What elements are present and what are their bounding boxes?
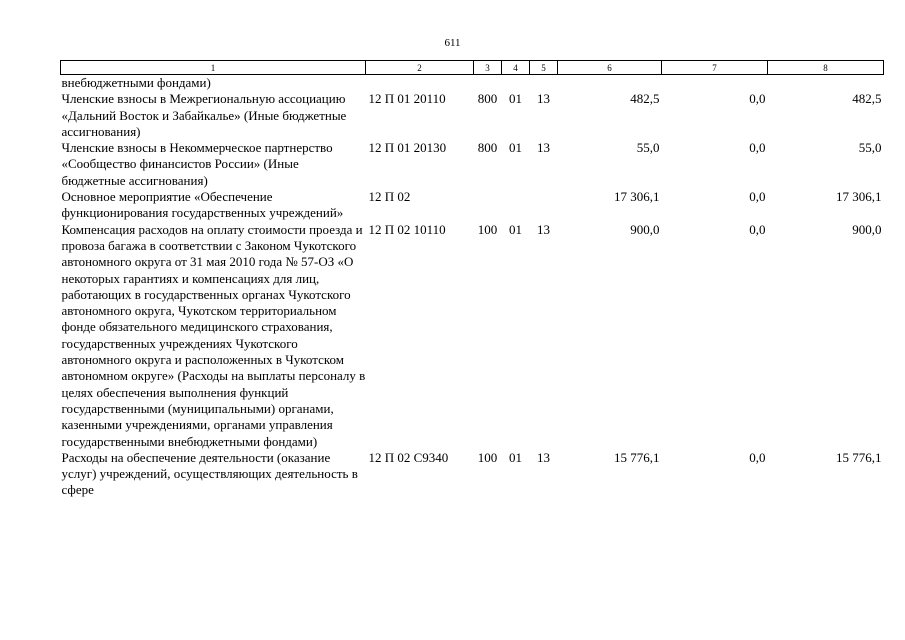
row-name: Основное мероприятие «Обеспечение функционирования государственных учреждений» [61,189,344,221]
row-pr-code: 13 [537,449,550,465]
row-value-6: 17 306,1 [614,189,660,205]
row-value-8: 900,0 [852,221,882,237]
row-pr-code [530,75,558,92]
row-value-6 [558,75,662,92]
row-rz-code: 01 [509,221,522,237]
row-value-8 [768,75,884,92]
row-value-8: 15 776,1 [836,449,882,465]
table-row [61,140,884,189]
column-header: 3 [474,61,502,75]
table-header-row [61,61,884,75]
column-header: 6 [558,61,662,75]
row-vr-code: 800 [477,140,498,156]
row-vr-code: 800 [477,91,498,107]
row-value-7: 0,0 [749,221,766,237]
column-header: 7 [662,61,768,75]
table-row [61,450,884,499]
row-name: Компенсация расходов на оплату стоимости проезда и провоза багажа в соответствии с Законом Чукотского автономного округа от 31 мая 2010 года № 57-ОЗ «О некоторых гарантиях и компенсациях для лиц, работающих в государственных органах Чукотского автономного округа, Чукотском территориальном фонде обязательного медицинского страхования, государственных учреждениях Чукотского автономного округа и расположенных в Чукотском автономном округе» (Расходы на выплаты персоналу в целях обеспечения выполнения функций государственными (муниципальными) органами, казенными учреждениями, органами управления государственными внебюджетными фондами) [61,221,366,449]
row-name: Членские взносы в Межрегиональную ассоциацию «Дальний Восток и Забайкалье» (Иные бюджетные ассигнования) [61,91,347,139]
row-name: внебюджетными фондами) [61,75,211,90]
row-csr-code: 12 П 02 10110 [368,221,446,237]
row-pr-code [530,189,558,222]
row-csr-code: 12 П 01 20130 [368,140,447,156]
row-rz-code: 01 [509,91,522,107]
row-rz-code: 01 [509,140,522,156]
row-pr-code: 13 [537,140,550,156]
row-value-6: 900,0 [630,221,660,237]
row-value-6: 15 776,1 [614,449,660,465]
row-vr-code [474,189,502,222]
column-header: 1 [61,61,366,75]
row-vr-code: 100 [477,449,498,465]
row-csr-code: 12 П 02 [368,189,411,205]
page-number: 611 [444,37,461,49]
budget-table [60,60,884,499]
column-header: 8 [768,61,884,75]
row-value-7: 0,0 [749,189,766,205]
row-rz-code: 01 [509,449,522,465]
row-csr-code [366,75,474,92]
row-value-7: 0,0 [749,140,766,156]
row-rz-code [502,75,530,92]
row-value-7: 0,0 [749,91,766,107]
row-csr-code: 12 П 02 С9340 [368,449,449,465]
column-header: 4 [502,61,530,75]
row-name: Расходы на обеспечение деятельности (оказание услуг) учреждений, осуществляющих деятельность в сфере [61,449,358,498]
row-value-8: 55,0 [858,140,882,156]
row-value-6: 482,5 [630,91,660,107]
column-header: 5 [530,61,558,75]
row-pr-code: 13 [537,91,550,107]
row-value-8: 17 306,1 [836,189,882,205]
table-row [61,189,884,222]
row-vr-code: 100 [477,221,498,237]
table-row [61,91,884,140]
row-value-7: 0,0 [749,449,766,465]
row-name: Членские взносы в Некоммерческое партнерство «Сообщество финансистов России» (Иные бюджетные ассигнования) [61,140,333,188]
table-row [61,222,884,450]
table-row [61,75,884,92]
row-value-7 [662,75,768,92]
row-csr-code: 12 П 01 20110 [368,91,446,107]
row-value-8: 482,5 [852,91,882,107]
row-value-6: 55,0 [636,140,660,156]
row-vr-code [474,75,502,92]
row-pr-code: 13 [537,221,550,237]
row-rz-code [502,189,530,222]
column-header: 2 [366,61,474,75]
